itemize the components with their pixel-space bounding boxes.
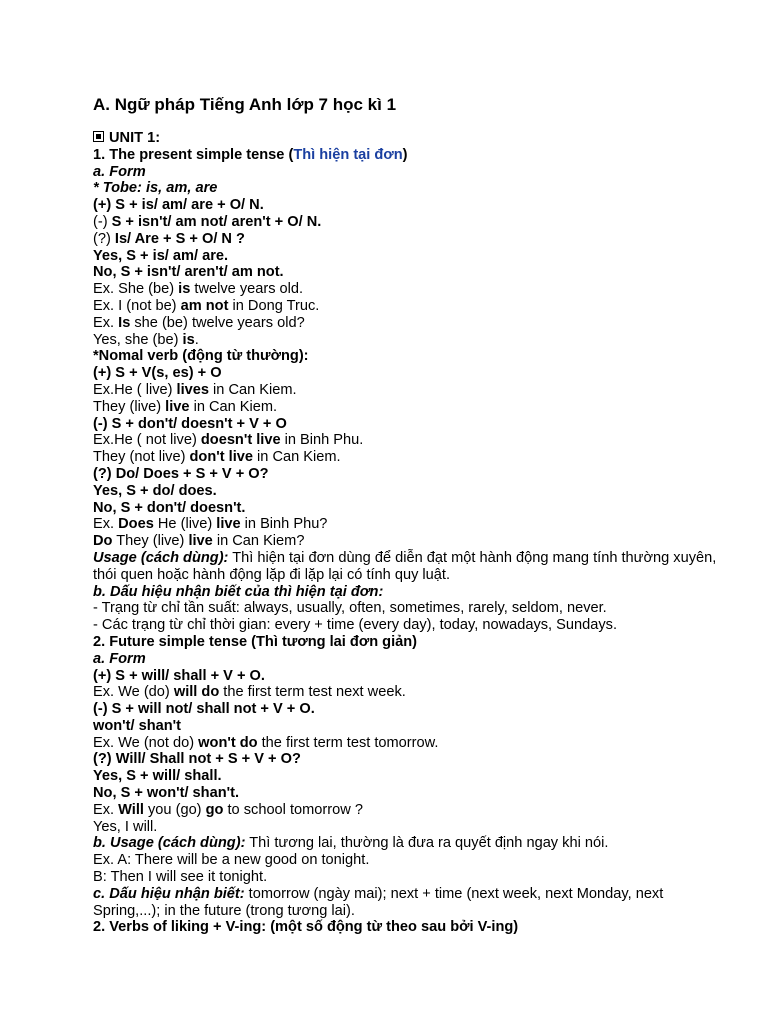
- formula-line: (-) S + don't/ doesn't + V + O: [93, 415, 287, 432]
- formula-line: No, S + don't/ doesn't.: [93, 499, 246, 516]
- example-line: Ex. We (do) will do the first term test next week.: [93, 684, 406, 701]
- example-line: They (live) live in Can Kiem.: [93, 398, 278, 415]
- formula-line: No, S + won't/ shan't.: [93, 785, 239, 802]
- sign-line: - Trạng từ chỉ tần suất: always, usually, often, sometimes, rarely, seldom, never.: [93, 600, 607, 617]
- sign-line: - Các trạng từ chỉ thời gian: every + time (every day), today, nowadays, Sundays.: [93, 617, 618, 634]
- example-line: Yes, she (be) is.: [93, 331, 199, 348]
- formula-line: (?) Will/ Shall not + S + V + O?: [93, 751, 301, 768]
- form-label: a. Form: [93, 650, 146, 667]
- section-heading-present-simple: 1. The present simple tense (Thì hiện tại đơn): [93, 146, 408, 163]
- signs-paragraph: c. Dấu hiệu nhận biết: tomorrow (ngày mai); next + time (next week, next Monday, next Spring,...); in the future (trong tương lai).: [93, 885, 664, 919]
- formula-line: (+) S + is/ am/ are + O/ N.: [93, 197, 264, 214]
- example-line: Ex. I (not be) am not in Dong Truc.: [93, 297, 320, 314]
- formula-line: Yes, S + do/ does.: [93, 482, 217, 499]
- usage-paragraph: Usage (cách dùng): Thì hiện tại đơn dùng để diễn đạt một hành động mang tính thường xuyên, thói quen hoặc hành động lặp đi lặp lại có tính quy luật.: [93, 549, 717, 583]
- example-line: Ex. Does He (live) live in Binh Phu?: [93, 516, 328, 533]
- example-line: Ex. A: There will be a new good on tonight.: [93, 852, 370, 869]
- example-line: Ex.He ( live) lives in Can Kiem.: [93, 381, 297, 398]
- formula-line: (-) S + isn't/ am not/ aren't + O/ N.: [93, 213, 322, 230]
- formula-line: Yes, S + will/ shall.: [93, 768, 222, 785]
- formula-line: Yes, S + is/ am/ are.: [93, 247, 229, 264]
- example-line: Ex. We (not do) won't do the first term test tomorrow.: [93, 734, 439, 751]
- example-line: Ex. Is she (be) twelve years old?: [93, 314, 305, 331]
- usage-line: b. Usage (cách dùng): Thì tương lai, thường là đưa ra quyết định ngay khi nói.: [93, 835, 609, 852]
- form-label: a. Form: [93, 163, 146, 180]
- page-title: A. Ngữ pháp Tiếng Anh lớp 7 học kì 1: [93, 95, 397, 114]
- formula-line: (?) Do/ Does + S + V + O?: [93, 465, 269, 482]
- formula-line: No, S + isn't/ aren't/ am not.: [93, 264, 284, 281]
- section-heading-verbs-of-liking: 2. Verbs of liking + V-ing: (một số động từ theo sau bởi V-ing): [93, 919, 519, 936]
- tobe-heading: * Tobe: is, am, are: [93, 180, 218, 197]
- document-page: [93, 94, 733, 936]
- formula-line: (+) S + will/ shall + V + O.: [93, 667, 265, 684]
- section-heading-future-simple: 2. Future simple tense (Thì tương lai đơn giản): [93, 633, 418, 650]
- example-line: They (not live) don't live in Can Kiem.: [93, 449, 341, 466]
- unit-heading: UNIT 1:: [93, 130, 733, 147]
- checkbox-bullet-icon: [93, 131, 104, 142]
- formula-line: (+) S + V(s, es) + O: [93, 365, 222, 382]
- example-line: Ex. Will you (go) go to school tomorrow ?: [93, 801, 363, 818]
- example-line: Ex. She (be) is twelve years old.: [93, 281, 304, 298]
- example-line: Ex.He ( not live) doesn't live in Binh Phu.: [93, 432, 364, 449]
- formula-line: won't/ shan't: [93, 717, 182, 734]
- formula-line: (-) S + will not/ shall not + V + O.: [93, 701, 315, 718]
- present-simple-link[interactable]: Thì hiện tại đơn: [293, 146, 403, 163]
- normal-verb-heading: *Nomal verb (động từ thường):: [93, 348, 309, 365]
- signs-heading: b. Dấu hiệu nhận biết của thì hiện tại đơn:: [93, 583, 384, 600]
- formula-line: (?) Is/ Are + S + O/ N ?: [93, 230, 245, 247]
- example-line: B: Then I will see it tonight.: [93, 869, 268, 886]
- example-line: Yes, I will.: [93, 818, 158, 835]
- example-line: Do They (live) live in Can Kiem?: [93, 533, 305, 550]
